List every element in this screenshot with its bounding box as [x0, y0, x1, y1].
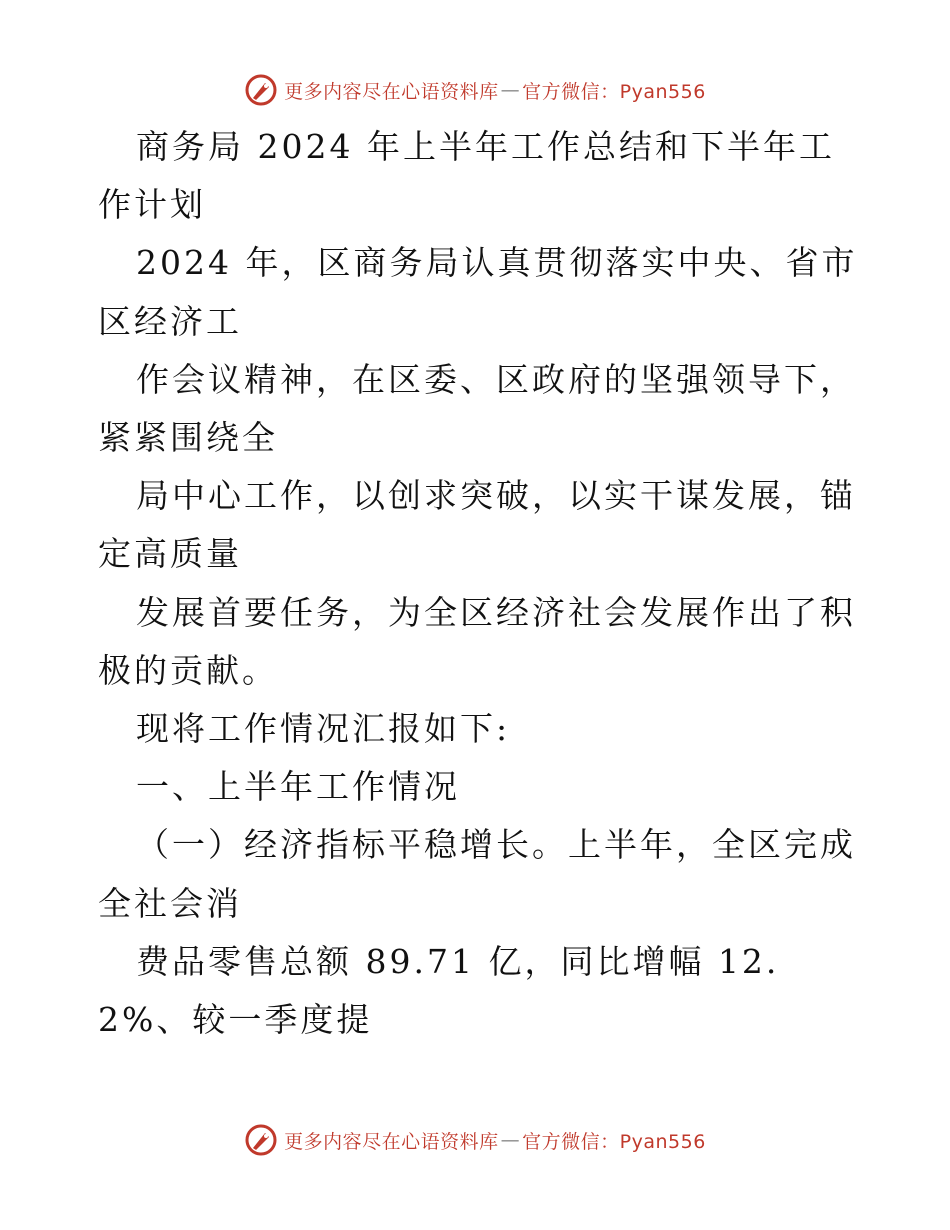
- paragraph: 费品零售总额 89.71 亿，同比增幅 12.2%、较一季度提: [98, 941, 780, 1040]
- document-title: 商务局 2024 年上半年工作总结和下半年工作计划: [98, 127, 835, 225]
- footer-banner: [0, 1120, 950, 1160]
- paragraph: （一）经济指标平稳增长。上半年，全区完成全社会消: [98, 825, 856, 923]
- header-banner: [0, 70, 950, 110]
- section-heading: 一、上半年工作情况: [136, 767, 460, 807]
- document-body: [98, 118, 858, 1049]
- paragraph: 局中心工作，以创求突破，以实干谋发展，锚定高质量: [98, 476, 856, 574]
- paragraph: 作会议精神，在区委、区政府的坚强领导下，紧紧围绕全: [98, 359, 856, 458]
- paragraph: 发展首要任务，为全区经济社会发展作出了积极的贡献。: [98, 592, 856, 690]
- banner-contact: 官方微信：Pyan556: [522, 1130, 706, 1153]
- banner-text: 更多内容尽在心语资料库: [284, 1130, 499, 1153]
- pen-nib-circle-icon: [244, 73, 278, 107]
- paragraph: 2024 年，区商务局认真贯彻落实中央、省市区经济工: [98, 243, 858, 341]
- banner-contact: 官方微信：Pyan556: [522, 80, 706, 103]
- banner-text: 更多内容尽在心语资料库: [284, 80, 499, 103]
- banner-separator: —: [500, 1129, 521, 1151]
- paragraph: 现将工作情况汇报如下:: [136, 709, 511, 749]
- pen-nib-circle-icon: [244, 1123, 278, 1157]
- banner-separator: —: [500, 79, 521, 101]
